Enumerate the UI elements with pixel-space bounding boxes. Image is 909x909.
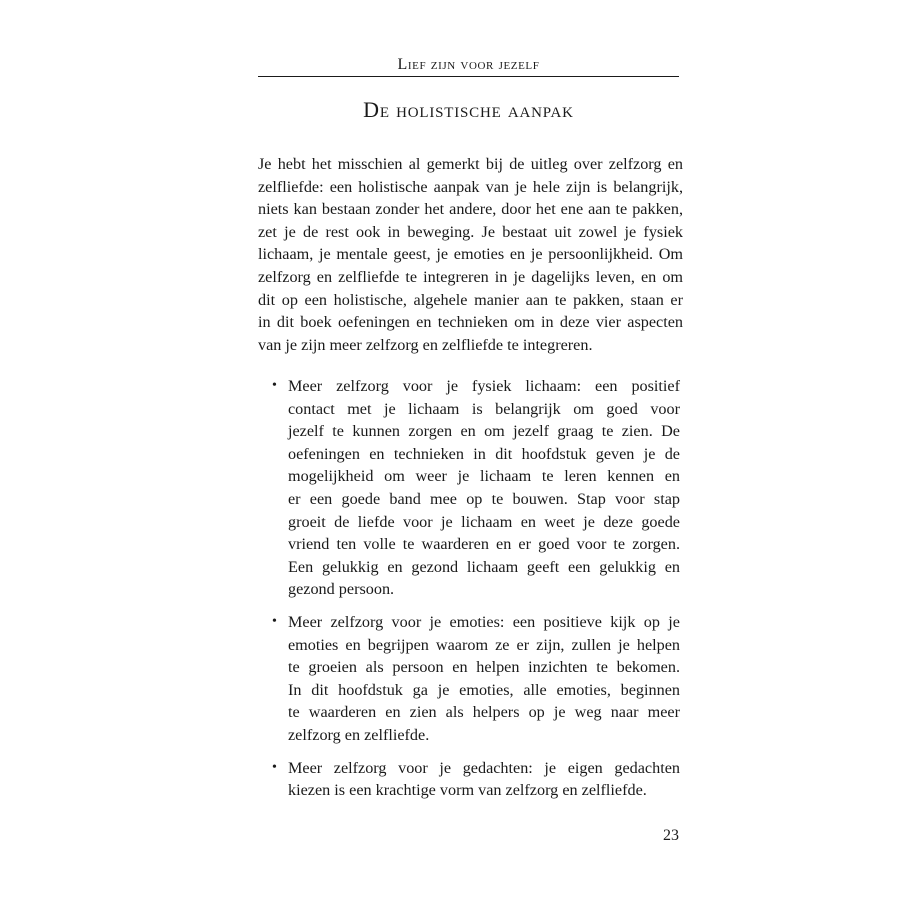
bullet-text [288,375,680,601]
paragraph-line: in dit boek oefeningen en technieken om in deze vier aspecten [258,313,683,332]
bullet-line: er een goede band mee op te bouwen. Stap voor stap [288,489,680,508]
chapter-title: De holistische aanpak [363,97,574,122]
bullet-item [258,375,683,601]
bullet-list [258,375,683,812]
bullet-dot-icon: • [272,378,277,393]
paragraph-line: niets kan bestaan zonder het andere, door het ene aan te pakken, [258,200,683,219]
bullet-line: emoties en begrijpen waarom ze er zijn, zullen je helpen [288,635,680,654]
paragraph-line: zelfliefde: een holistische aanpak van je hele zijn is belangrijk, [258,177,683,196]
paragraph-line: zet je de rest ook in beweging. Je bestaat uit zowel je fysiek [258,222,683,241]
bullet-line: Een gelukkig en gezond lichaam geeft een gelukkig en [288,557,680,576]
running-head: Lief zijn voor jezelf [397,56,540,73]
intro-paragraph [258,153,683,356]
bullet-line: gezond persoon. [288,580,395,599]
bullet-line: zelfzorg en zelfliefde. [288,725,430,744]
bullet-line: oefeningen en technieken in dit hoofdstuk geven je de [288,444,680,463]
bullet-line: jezelf te kunnen zorgen en om jezelf graag te zien. De [288,422,680,441]
bullet-line: vriend ten volle te waarderen en er goed voor te zorgen. [288,535,680,554]
bullet-dot-icon: • [272,613,277,629]
paragraph-line: zelfzorg en zelfliefde te integreren in je dagelijks leven, en om [258,267,683,286]
bullet-line: mogelijkheid om weer je lichaam te leren kennen en [288,467,680,486]
bullet-line: Meer zelfzorg voor je fysiek lichaam: een positief [288,377,680,395]
bullet-item [258,611,683,747]
paragraph-line: lichaam, je mentale geest, je emoties en je persoonlijkheid. Om [258,245,683,264]
bullet-line: te waarderen en zien als helpers op je weg naar meer [288,703,680,722]
paragraph-line: Je hebt het misschien al gemerkt bij de uitleg over zelfzorg en [258,155,683,173]
bullet-text [288,611,680,747]
bullet-text [288,757,680,802]
header-rule [258,76,679,77]
bullet-line: contact met je lichaam is belangrijk om goed voor [288,399,680,418]
bullet-line: In dit hoofdstuk ga je emoties, alle emoties, beginnen [288,680,680,699]
paragraph-line: dit op een holistische, algehele manier aan te pakken, staan er [258,290,683,309]
bullet-dot-icon: • [272,759,277,775]
paragraph-line: van je zijn meer zelfzorg en zelfliefde te integreren. [258,335,593,354]
bullet-line: groeit de liefde voor je lichaam en weet je deze goede [288,512,680,531]
bullet-item [258,757,683,802]
bullet-line: kiezen is een krachtige vorm van zelfzorg en zelfliefde. [288,781,647,800]
bullet-line: te groeien als persoon en helpen inzichten te bekomen. [288,658,680,677]
bullet-line: Meer zelfzorg voor je emoties: een positieve kijk op je [288,612,680,631]
page-number: 23 [663,827,679,844]
bullet-line: Meer zelfzorg voor je gedachten: je eigen gedachten [288,758,680,777]
